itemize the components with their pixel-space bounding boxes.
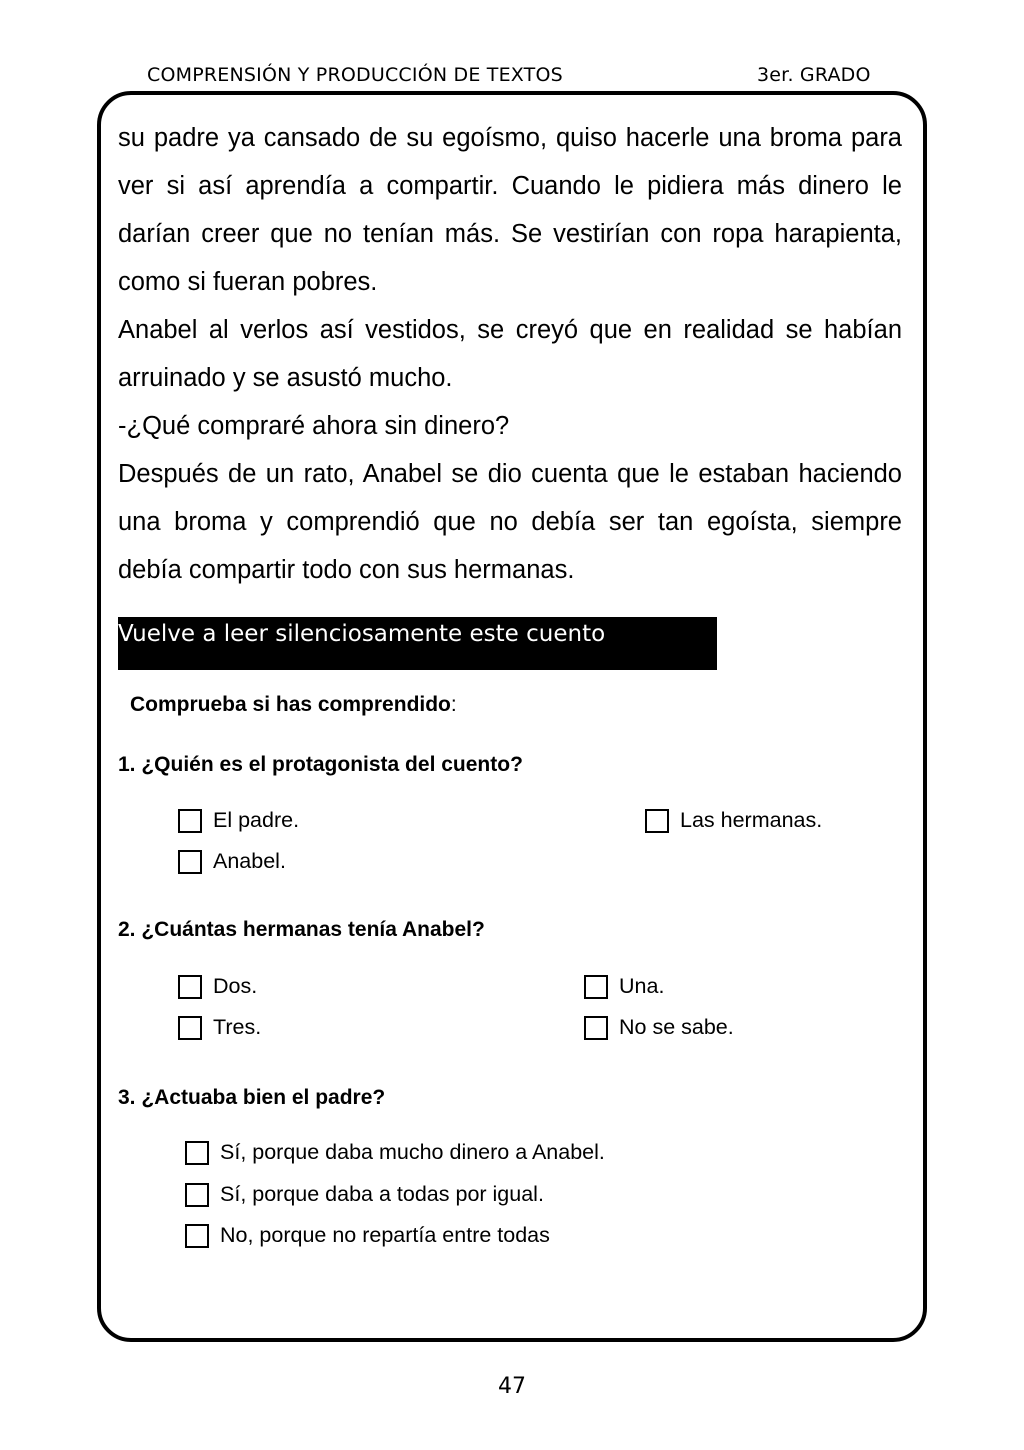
checkbox[interactable] — [185, 1183, 209, 1207]
q2-option-una[interactable] — [584, 974, 664, 999]
q1-option-las-hermanas[interactable] — [645, 808, 822, 833]
checkbox[interactable] — [178, 1016, 202, 1040]
q3-option-2[interactable] — [185, 1182, 544, 1207]
checkbox[interactable] — [178, 850, 202, 874]
section-title — [130, 693, 457, 717]
option-label: El padre. — [213, 808, 300, 832]
story-text — [118, 114, 902, 594]
checkbox[interactable] — [178, 975, 202, 999]
page-header — [0, 64, 1024, 90]
option-label: Anabel. — [213, 849, 286, 873]
q3-option-1[interactable] — [185, 1140, 605, 1165]
q2-option-dos[interactable] — [178, 974, 257, 999]
story-paragraph: su padre ya cansado de su egoísmo, quiso hacerle una broma para ver si así aprendía a compartir. Cuando le pidiera más dinero le darían creer que no tenían más. Se vestirían con ropa harapienta, como si fueran pobres. — [118, 124, 902, 296]
checkbox[interactable] — [645, 809, 669, 833]
q1-option-anabel[interactable] — [178, 849, 286, 874]
header-subject: COMPRENSIÓN Y PRODUCCIÓN DE TEXTOS — [147, 64, 563, 86]
option-label: No, porque no repartía entre todas — [220, 1223, 550, 1247]
header-grade: 3er. GRADO — [757, 64, 871, 86]
q2-option-tres[interactable] — [178, 1015, 261, 1040]
q2-option-no-se-sabe[interactable] — [584, 1015, 734, 1040]
section-title-text: Comprueba si has comprendido — [130, 693, 451, 716]
option-label: Tres. — [213, 1015, 262, 1039]
option-label: Sí, porque daba mucho dinero a Anabel. — [220, 1140, 605, 1164]
question-1: 1. ¿Quién es el protagonista del cuento? — [118, 753, 523, 776]
page-number: 47 — [498, 1374, 526, 1399]
checkbox[interactable] — [584, 1016, 608, 1040]
checkbox[interactable] — [584, 975, 608, 999]
q3-option-3[interactable] — [185, 1223, 550, 1248]
option-label: No se sabe. — [619, 1015, 734, 1039]
q1-option-el-padre[interactable] — [178, 808, 299, 833]
checkbox[interactable] — [178, 809, 202, 833]
story-paragraph: Después de un rato, Anabel se dio cuenta que le estaban haciendo una broma y comprendió que no debía ser tan egoísta, siempre debía compartir todo con sus hermanas. — [118, 460, 902, 584]
question-2: 2. ¿Cuántas hermanas tenía Anabel? — [118, 918, 485, 941]
option-label: Una. — [619, 974, 665, 998]
instruction-banner: Vuelve a leer silenciosamente este cuento — [118, 617, 717, 670]
story-paragraph: Anabel al verlos así vestidos, se creyó que en realidad se habían arruinado y se asustó mucho. — [118, 316, 902, 392]
option-label: Dos. — [213, 974, 258, 998]
question-3: 3. ¿Actuaba bien el padre? — [118, 1086, 386, 1109]
checkbox[interactable] — [185, 1224, 209, 1248]
section-title-colon: : — [450, 693, 457, 716]
option-label: Sí, porque daba a todas por igual. — [220, 1182, 544, 1206]
story-dialogue: -¿Qué compraré ahora sin dinero? — [118, 412, 510, 440]
checkbox[interactable] — [185, 1141, 209, 1165]
option-label: Las hermanas. — [680, 808, 823, 832]
